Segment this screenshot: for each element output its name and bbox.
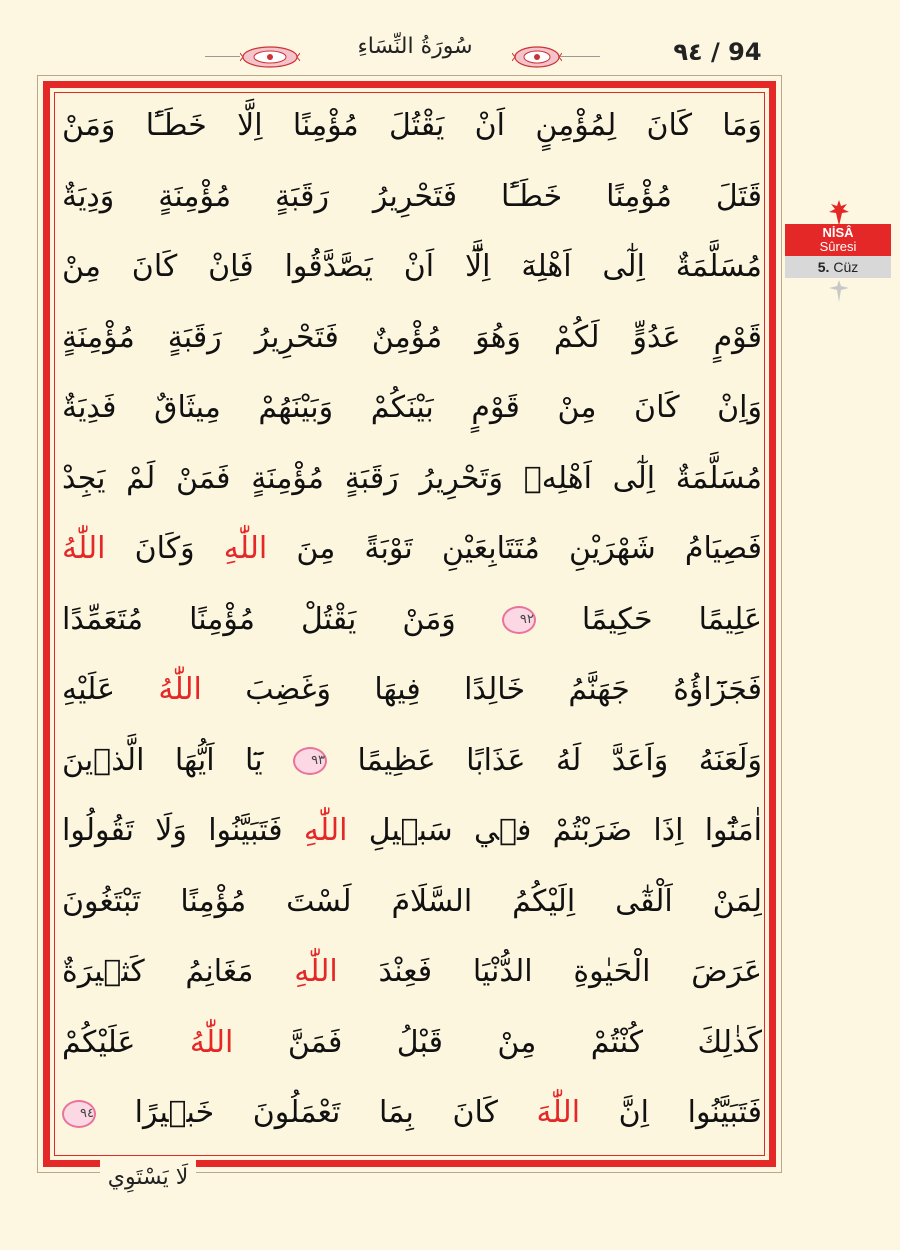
verse-text: لِمَنْ اَلْقٰٓى اِلَيْكُمُ السَّلَامَ لَسْتَ مُؤْمِنًا تَبْتَغُونَ (62, 883, 762, 919)
verse-text: فَتَبَيَّنُوا وَلَا تَقُولُوا (62, 813, 304, 848)
verse-text: قَتَلَ مُؤْمِنًا خَطَـًٔا فَتَحْرِيرُ رَقَبَةٍ مُؤْمِنَةٍ وَدِيَةٌ (62, 178, 762, 214)
verse-text: وَلَعَنَهُ وَاَعَدَّ لَهُ عَذَابًا عَظِيمًا (327, 742, 762, 778)
verse-line (62, 731, 762, 791)
ayah-number-marker: ٩٢ (502, 606, 536, 634)
divine-name: اللّٰهَ (536, 1095, 581, 1130)
verse-text: عَلِيمًا حَكِيمًا (535, 601, 762, 637)
ayah-number-marker: ٩٣ (293, 747, 327, 775)
header-rule-right (560, 56, 600, 57)
verse-line (62, 801, 762, 861)
verse-line (62, 872, 762, 932)
verse-line (62, 590, 762, 650)
verse-line (62, 96, 762, 156)
verse-text: يَٓا اَيُّهَا الَّذ۪ينَ (62, 742, 294, 778)
divine-name: اللّٰهُ (189, 1024, 234, 1060)
ornament-bottom-icon (825, 280, 853, 302)
juz-tab[interactable] (785, 256, 891, 278)
verse-text: فَجَزَٓاؤُهُ جَهَنَّمُ خَالِدًا فِيهَا وَغَضِبَ (201, 672, 762, 707)
surah-tab[interactable] (785, 224, 891, 256)
verse-text: مُسَلَّمَةٌ اِلٰٓى اَهْلِه۪ وَتَحْرِيرُ رَقَبَةٍ مُؤْمِنَةٍ فَمَنْ لَمْ يَجِدْ (62, 460, 762, 496)
catchword: لَا يَسْتَوِي (100, 1158, 196, 1198)
verse-text: عَلَيْكُمْ (62, 1024, 190, 1060)
divine-name: اللّٰهُ (62, 531, 106, 566)
verse-line (62, 378, 762, 438)
verse-line (62, 942, 762, 1002)
surah-title: سُورَةُ النِّسَاءِ (357, 34, 473, 59)
verse-text: عَرَضَ الْحَيٰوةِ الدُّنْيَا فَعِنْدَ (337, 954, 762, 989)
verse-text: مَغَانِمُ كَث۪يرَةٌ (62, 954, 295, 989)
juz-number: 5. (817, 259, 830, 275)
verse-line (62, 1083, 762, 1143)
verse-line (62, 167, 762, 227)
divine-name: اللّٰهُ (158, 672, 202, 707)
verse-text: وَاِنْ كَانَ مِنْ قَوْمٍ بَيْنَكُمْ وَبَيْنَهُمْ مِيثَاقٌ فَدِيَةٌ (62, 390, 762, 425)
verse-text: وَكَانَ (105, 531, 224, 566)
verse-text: اٰمَنُٓوا اِذَا ضَرَبْتُمْ ف۪ي سَب۪يلِ (347, 813, 762, 848)
floral-ornament-left-icon (240, 42, 300, 72)
divine-name: اللّٰهِ (303, 813, 348, 848)
page-header (0, 0, 900, 75)
verse-line (62, 1013, 762, 1073)
verse-text: كَذٰلِكَ كُنْتُمْ مِنْ قَبْلُ فَمَنَّ (233, 1024, 762, 1060)
divine-name: اللّٰهِ (294, 954, 338, 989)
floral-ornament-right-icon (512, 42, 562, 72)
verse-line (62, 660, 762, 720)
quran-text-block (62, 92, 762, 1152)
divine-name: اللّٰهِ (223, 531, 268, 566)
surah-side-tab[interactable] (785, 200, 892, 278)
tab-surah-name: NİSÂ (822, 225, 854, 240)
ayah-number-marker: ٩٤ (62, 1100, 96, 1128)
verse-text: فَتَبَيَّنُوا اِنَّ (580, 1095, 762, 1130)
verse-text: عَلَيْهِ (62, 672, 159, 707)
ornament-top-icon (825, 200, 853, 226)
page-number: ٩٤ / 94 (673, 38, 762, 66)
verse-text: فَصِيَامُ شَهْرَيْنِ مُتَتَابِعَيْنِ تَوْبَةً مِنَ (267, 531, 762, 566)
verse-line (62, 237, 762, 297)
header-rule-left (205, 56, 240, 57)
verse-text: مُسَلَّمَةٌ اِلٰٓى اَهْلِهٓ اِلَّٓا اَنْ يَصَّدَّقُوا فَاِنْ كَانَ مِنْ (62, 249, 762, 284)
verse-text: وَمَنْ يَقْتُلْ مُؤْمِنًا مُتَعَمِّدًا (62, 601, 502, 637)
verse-line (62, 449, 762, 509)
verse-line (62, 519, 762, 579)
juz-label: Cüz (833, 259, 859, 275)
tab-surah-label: Sûresi (819, 239, 857, 254)
verse-text: وَمَا كَانَ لِمُؤْمِنٍ اَنْ يَقْتُلَ مُؤْمِنًا اِلَّا خَطَـًٔا وَمَنْ (62, 108, 762, 143)
verse-text: كَانَ بِمَا تَعْمَلُونَ خَب۪يرًا (96, 1095, 537, 1130)
verse-text: قَوْمٍ عَدُوٍّ لَكُمْ وَهُوَ مُؤْمِنٌ فَتَحْرِيرُ رَقَبَةٍ مُؤْمِنَةٍ (62, 319, 762, 355)
verse-line (62, 308, 762, 368)
